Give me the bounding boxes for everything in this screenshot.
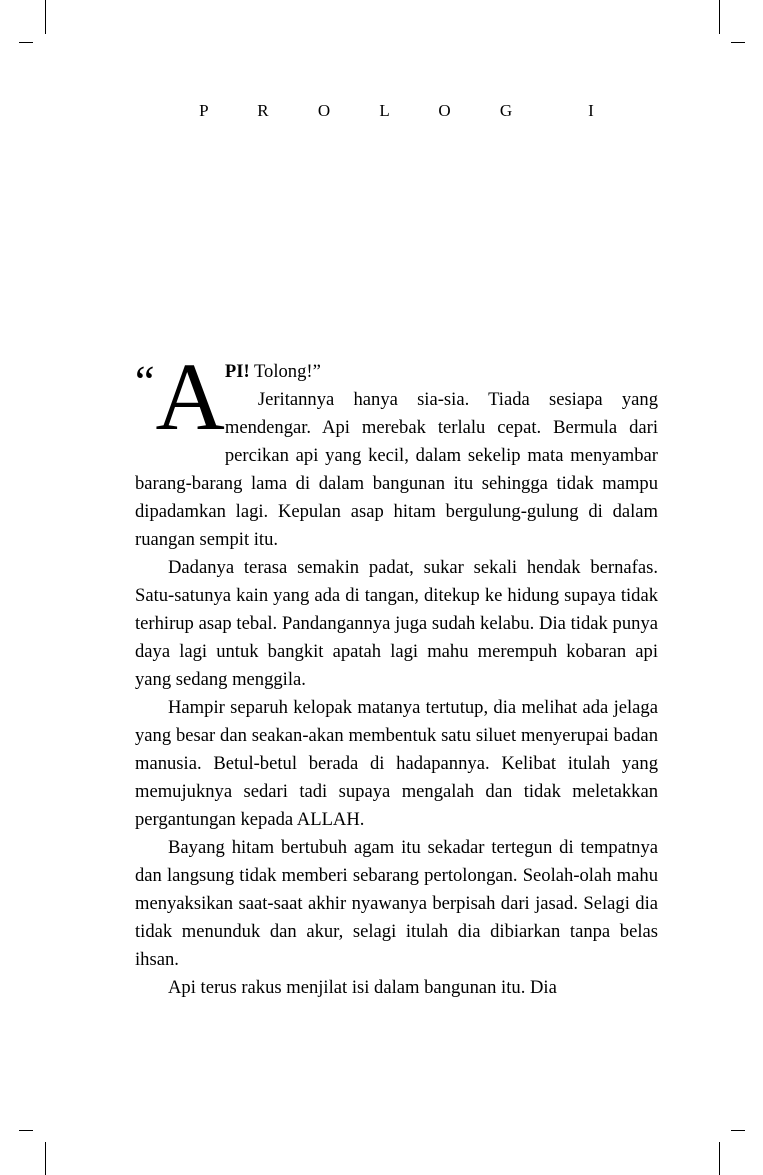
paragraph <box>135 694 658 834</box>
paragraph-text: Hampir separuh kelopak matanya tertutup, dia melihat ada jelaga yang besar dan seakan-akan membentuk satu siluet menyerupai badan manusia. Betul-betul berada di hadapannya. Kelibat itulah yang memujuknya sedari tadi supaya mengalah dan tidak meletakkan pergantungan kepada ALLAH. <box>135 697 658 830</box>
lead-bold-text: PI! <box>224 361 250 382</box>
crop-mark-bottom-right-horizontal <box>731 1130 745 1131</box>
paragraph-text: Jeritannya hanya sia-sia. Tiada sesiapa yang mendengar. Api merebak terlalu cepat. Bermula dari percikan api yang kecil, dalam sekelip mata menyambar barang-barang lama di dalam bangunan itu sehingga tidak mampu dipadamkan lagi. Kepulan asap hitam bergulung-gulung di dalam ruangan sempit itu. <box>135 389 658 550</box>
lead-rest-text: Tolong!” <box>249 361 321 382</box>
paragraph-text: Api terus rakus menjilat isi dalam bangunan itu. Dia <box>168 977 557 998</box>
open-quote-icon: “ <box>135 357 156 406</box>
paragraph <box>135 834 658 974</box>
chapter-title: P R O L O G I <box>199 101 617 120</box>
paragraph-opening <box>135 343 658 554</box>
crop-mark-top-left-vertical <box>45 0 46 34</box>
paragraph-text: Bayang hitam bertubuh agam itu sekadar tertegun di tempatnya dan langsung tidak memberi sebarang pertolongan. Seolah-olah mahu menyaksikan saat-saat akhir nyawanya berpisah dari jasad. Selagi dia tidak menunduk dan akur, selagi itulah dia dibiarkan tanpa belas ihsan. <box>135 837 658 970</box>
body-text-block <box>135 343 658 1002</box>
paragraph <box>135 974 658 1002</box>
crop-mark-top-left-horizontal <box>19 42 33 43</box>
crop-mark-bottom-left-vertical <box>45 1142 46 1175</box>
crop-mark-bottom-left-horizontal <box>19 1130 33 1131</box>
paragraph <box>135 554 658 694</box>
drop-cap-group <box>135 343 223 450</box>
drop-cap-letter: A <box>155 343 223 450</box>
paragraph-text: Dadanya terasa semakin padat, sukar sekali hendak bernafas. Satu-satunya kain yang ada di tangan, ditekup ke hidung supaya tidak terhirup asap tebal. Pandangannya juga sudah kelabu. Dia tidak punya daya lagi untuk bangkit apatah lagi mahu merempuh kobaran api yang sedang menggila. <box>135 557 658 690</box>
crop-mark-bottom-right-vertical <box>719 1142 720 1175</box>
crop-mark-top-right-horizontal <box>731 42 745 43</box>
crop-mark-top-right-vertical <box>719 0 720 34</box>
